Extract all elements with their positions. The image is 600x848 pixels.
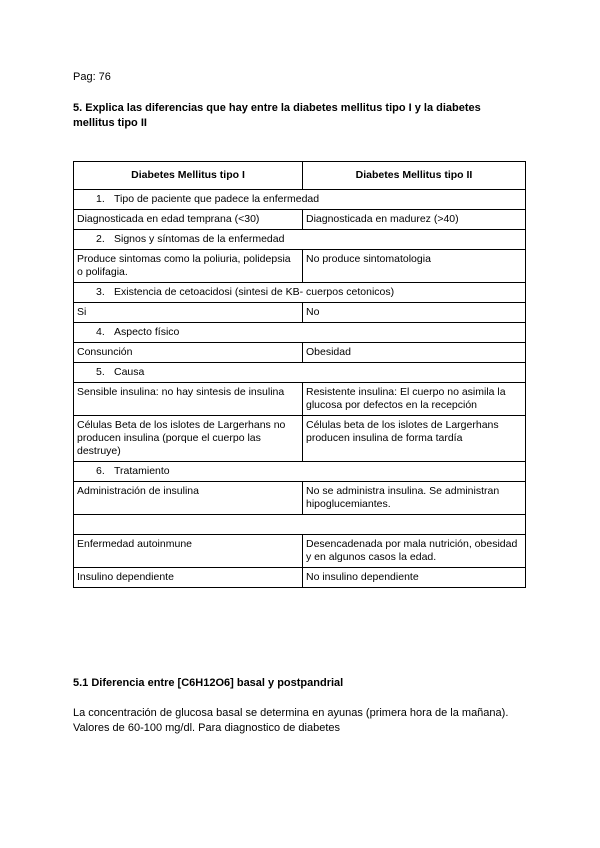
comparison-table	[73, 161, 526, 588]
empty-row	[74, 515, 526, 535]
table-row	[74, 416, 526, 462]
table-row	[74, 482, 526, 515]
cell-type-1: Si	[74, 303, 303, 323]
section-number: 1.	[96, 193, 105, 205]
section-row	[74, 323, 526, 343]
body-paragraph: La concentración de glucosa basal se determina en ayunas (primera hora de la mañana). Valores de 60-100 mg/dl. Para diagnostico de diabetes	[73, 707, 509, 734]
cell-type-1: Diagnosticada en edad temprana (<30)	[74, 210, 303, 230]
section-title: Signos y síntomas de la enfermedad	[114, 233, 285, 245]
section-cell	[74, 323, 526, 343]
table-row	[74, 568, 526, 588]
cell-type-2: Células beta de los islotes de Largerhans producen insulina de forma tardía	[303, 416, 526, 462]
table-row	[74, 250, 526, 283]
cell-type-1: Células Beta de los islotes de Largerhans no producen insulina (porque el cuerpo las destruye)	[74, 416, 303, 462]
cell-type-2: Diagnosticada en madurez (>40)	[303, 210, 526, 230]
header-type-2: Diabetes Mellitus tipo II	[303, 162, 526, 190]
section-title: Tipo de paciente que padece la enfermedad	[114, 193, 320, 205]
section-cell	[74, 283, 526, 303]
table-row	[74, 210, 526, 230]
cell-type-1: Administración de insulina	[74, 482, 303, 515]
cell-type-1: Produce sintomas como la poliuria, polidepsia o polifagia.	[74, 250, 303, 283]
section-cell	[74, 230, 526, 250]
empty-cell	[74, 515, 526, 535]
cell-type-2: No	[303, 303, 526, 323]
table-row	[74, 303, 526, 323]
table-row	[74, 535, 526, 568]
section-number: 2.	[96, 233, 105, 245]
page-number: Pag: 76	[73, 71, 111, 83]
section-title: Existencia de cetoacidosi (sintesi de KB- cuerpos cetonicos)	[114, 286, 395, 298]
header-type-1: Diabetes Mellitus tipo I	[74, 162, 303, 190]
table-body	[74, 190, 526, 588]
table-row	[74, 383, 526, 416]
section-row	[74, 363, 526, 383]
cell-type-2: Resistente insulina: El cuerpo no asimila la glucosa por defectos en la recepción	[303, 383, 526, 416]
cell-type-1: Consunción	[74, 343, 303, 363]
cell-type-1: Sensible insulina: no hay sintesis de insulina	[74, 383, 303, 416]
section-row	[74, 283, 526, 303]
table-row	[74, 343, 526, 363]
section-number: 5.	[96, 366, 105, 378]
section-number: 3.	[96, 286, 105, 298]
section-number: 4.	[96, 326, 105, 338]
section-subheading: 5.1 Diferencia entre [C6H12O6] basal y postpandrial	[73, 677, 344, 689]
section-cell	[74, 462, 526, 482]
cell-type-2: No se administra insulina. Se administran hipoglucemiantes.	[303, 482, 526, 515]
cell-type-2: No produce sintomatologia	[303, 250, 526, 283]
section-row	[74, 190, 526, 210]
cell-type-2: No insulino dependiente	[303, 568, 526, 588]
section-title: Causa	[114, 366, 145, 378]
section-number: 6.	[96, 465, 105, 477]
section-cell	[74, 190, 526, 210]
section-cell	[74, 363, 526, 383]
cell-type-1: Insulino dependiente	[74, 568, 303, 588]
question-heading: 5. Explica las diferencias que hay entre la diabetes mellitus tipo I y la diabetes mellitus tipo II	[73, 102, 481, 129]
cell-type-2: Desencadenada por mala nutrición, obesidad y en algunos casos la edad.	[303, 535, 526, 568]
cell-type-2: Obesidad	[303, 343, 526, 363]
section-row	[74, 462, 526, 482]
section-title: Aspecto físico	[114, 326, 180, 338]
section-title: Tratamiento	[114, 465, 170, 477]
table-header-row	[74, 162, 526, 190]
section-row	[74, 230, 526, 250]
cell-type-1: Enfermedad autoinmune	[74, 535, 303, 568]
